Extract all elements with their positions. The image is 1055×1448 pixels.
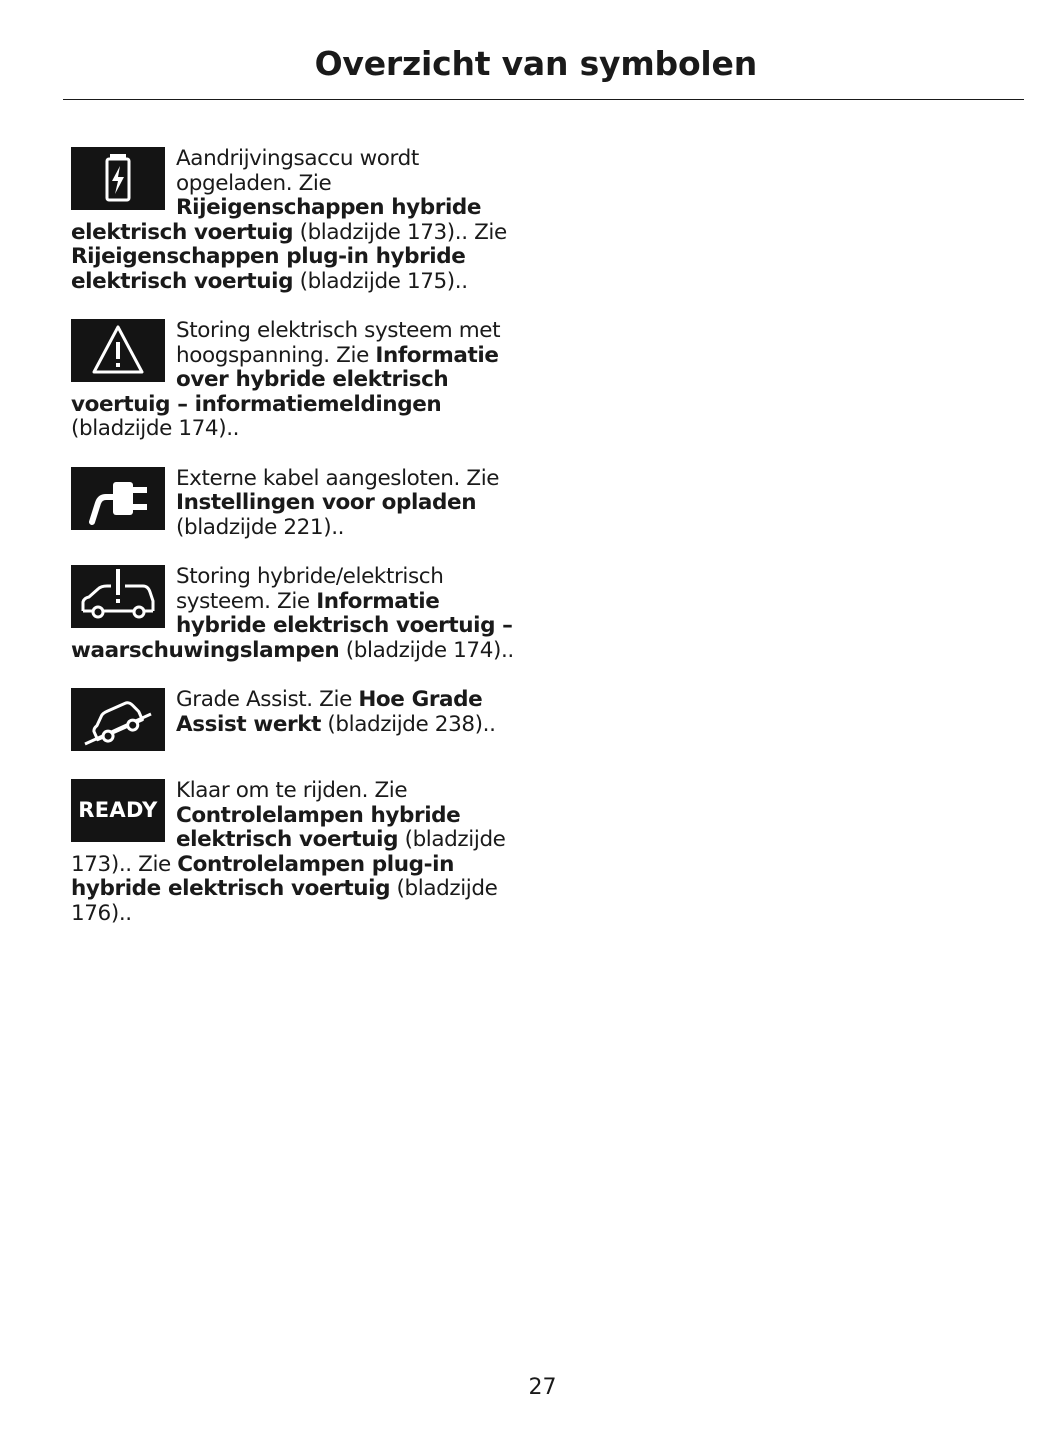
entry-text: Storing hybride/elektrisch systeem. Zie Informatie hybride elektrisch voertuig – waarschuwingslampen (bladzijde 174).. (71, 564, 514, 663)
ready-label: READY (78, 798, 158, 823)
reference-link[interactable]: Informatie hybride elektrisch voertuig – waarschuwingslampen (71, 588, 513, 663)
reference-link[interactable]: Informatie over hybride elektrisch voertuig – informatiemeldingen (71, 342, 499, 417)
symbol-entry (71, 147, 523, 294)
entry-text: Externe kabel aangesloten. Zie Instellingen voor opladen (bladzijde 221).. (176, 465, 500, 540)
title-divider (63, 99, 1024, 100)
entry-text: Aandrijvingsaccu wordt opgeladen. Zie Rijeigenschappen hybride elektrisch voertuig (bladzijde 173).. Zie Rijeigenschappen plug-in hybride elektrisch voertuig (bladzijde 175).. (71, 146, 507, 294)
car-on-slope-icon (71, 688, 165, 751)
reference-link[interactable]: Rijeigenschappen hybride elektrisch voertuig (71, 195, 482, 245)
reference-link[interactable]: Instellingen voor opladen (176, 490, 477, 515)
battery-charging-icon (71, 147, 165, 210)
page-number: 27 (528, 1375, 557, 1400)
entry-text: Klaar om te rijden. Zie Controlelampen hybride elektrisch voertuig (bladzijde 173).. Zie Controlelampen plug-in hybride elektrisch voertuig (bladzijde 176).. (71, 778, 506, 926)
warning-triangle-icon (71, 319, 165, 382)
symbol-entry (71, 467, 523, 541)
car-warning-icon (71, 565, 165, 628)
symbol-entry (71, 779, 523, 926)
symbol-entry (71, 319, 523, 442)
reference-link[interactable]: Rijeigenschappen plug-in hybride elektrisch voertuig (71, 244, 466, 294)
symbol-entry (71, 688, 523, 754)
reference-link[interactable]: Controlelampen hybride elektrisch voertuig (176, 802, 461, 852)
symbol-entry (71, 565, 523, 663)
charging-plug-icon (71, 467, 165, 530)
symbol-list (71, 147, 523, 951)
ready-indicator-icon (71, 779, 165, 842)
reference-link[interactable]: Hoe Grade Assist werkt (176, 687, 483, 737)
reference-link[interactable]: Controlelampen plug-in hybride elektrisch voertuig (71, 851, 455, 901)
entry-text: Grade Assist. Zie Hoe Grade Assist werkt (bladzijde 238).. (176, 687, 496, 737)
page-title: Overzicht van symbolen (314, 44, 757, 83)
entry-text: Storing elektrisch systeem met hoogspanning. Zie Informatie over hybride elektrisch voertuig – informatiemeldingen (bladzijde 174).. (71, 318, 501, 441)
